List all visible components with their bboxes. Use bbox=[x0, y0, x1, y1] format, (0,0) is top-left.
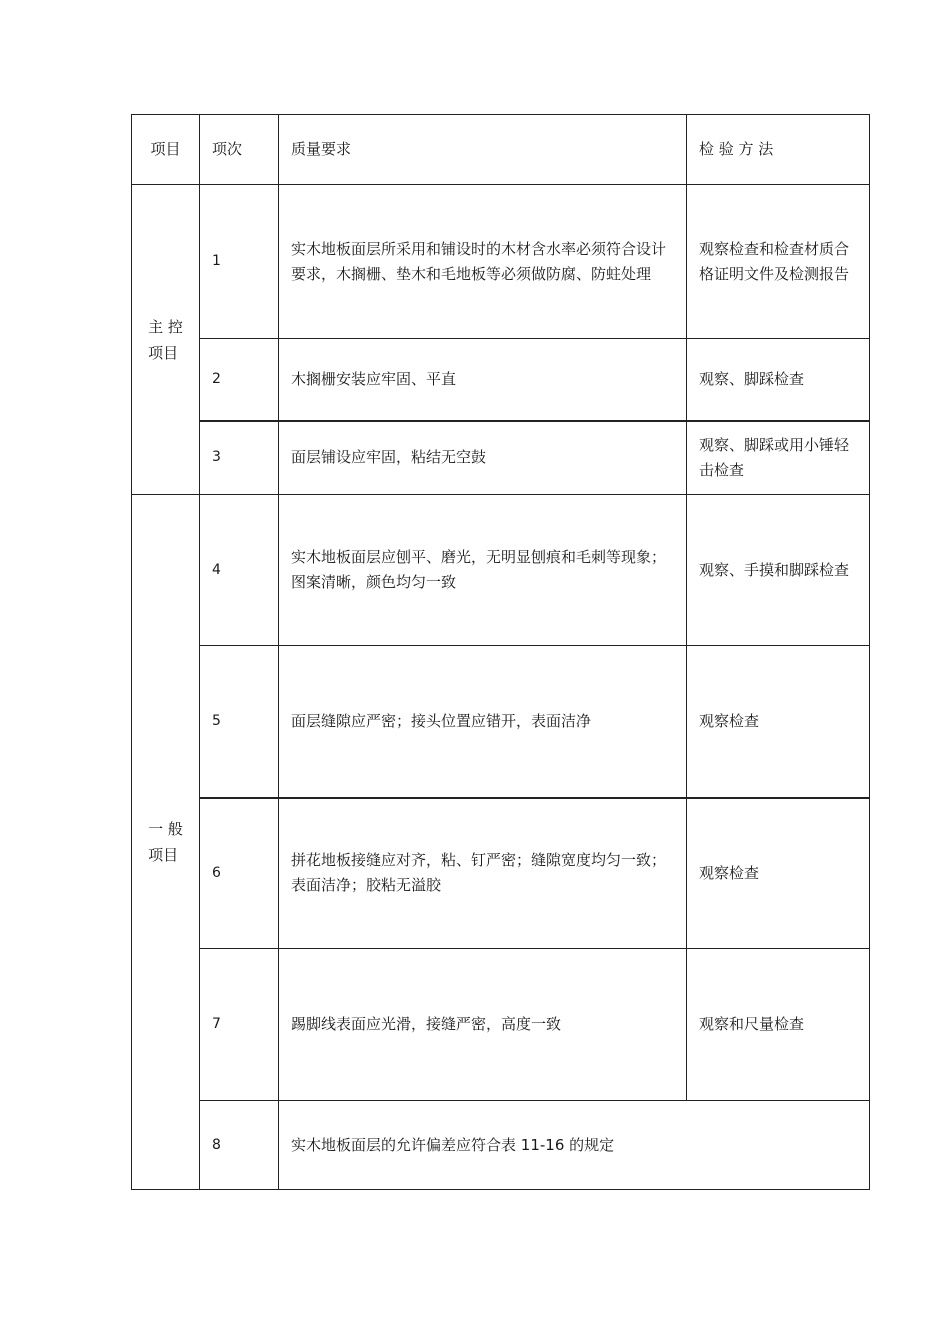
row-method: 观察检查和检查材质合格证明文件及检测报告 bbox=[687, 185, 870, 339]
table-row bbox=[132, 495, 870, 646]
header-requirement: 质量要求 bbox=[279, 115, 687, 185]
header-method: 检 验 方 法 bbox=[687, 115, 870, 185]
group-general bbox=[132, 495, 200, 1190]
table-row bbox=[132, 949, 870, 1101]
row-requirement: 实木地板面层应刨平、磨光，无明显刨痕和毛刺等现象；图案清晰，颜色均匀一致 bbox=[279, 495, 687, 646]
table-row bbox=[132, 1101, 870, 1190]
group-general-label: 一 般 项目 bbox=[148, 820, 183, 864]
row-requirement: 木搁栅安装应牢固、平直 bbox=[279, 339, 687, 421]
table-header-row bbox=[132, 115, 870, 185]
row-number: 7 bbox=[200, 949, 279, 1101]
row-number: 6 bbox=[200, 798, 279, 949]
group-main-control bbox=[132, 185, 200, 495]
row-requirement: 面层缝隙应严密；接头位置应错开，表面洁净 bbox=[279, 646, 687, 798]
row-requirement: 面层铺设应牢固，粘结无空鼓 bbox=[279, 421, 687, 495]
table-row bbox=[132, 339, 870, 421]
group-main-control-label: 主 控 项目 bbox=[148, 317, 183, 362]
row-requirement: 拼花地板接缝应对齐，粘、钉严密；缝隙宽度均匀一致；表面洁净；胶粘无溢胶 bbox=[279, 798, 687, 949]
row-requirement: 踢脚线表面应光滑，接缝严密，高度一致 bbox=[279, 949, 687, 1101]
header-category: 项目 bbox=[132, 115, 200, 185]
table-row bbox=[132, 798, 870, 949]
row-number: 4 bbox=[200, 495, 279, 646]
row-method: 观察、脚踩检查 bbox=[687, 339, 870, 421]
header-index: 项次 bbox=[200, 115, 279, 185]
row-number: 1 bbox=[200, 185, 279, 339]
row-number: 2 bbox=[200, 339, 279, 421]
row-requirement: 实木地板面层的允许偏差应符合表 11-16 的规定 bbox=[279, 1101, 870, 1190]
row-method: 观察检查 bbox=[687, 646, 870, 798]
row-number: 8 bbox=[200, 1101, 279, 1190]
row-requirement: 实木地板面层所采用和铺设时的木材含水率必须符合设计要求，木搁栅、垫木和毛地板等必须做防腐、防蛀处理 bbox=[279, 185, 687, 339]
row-method: 观察、脚踩或用小锤轻击检查 bbox=[687, 421, 870, 495]
row-method: 观察和尺量检查 bbox=[687, 949, 870, 1101]
row-number: 5 bbox=[200, 646, 279, 798]
quality-inspection-table bbox=[131, 114, 870, 1190]
row-method: 观察、手摸和脚踩检查 bbox=[687, 495, 870, 646]
table-row bbox=[132, 421, 870, 495]
row-method: 观察检查 bbox=[687, 798, 870, 949]
row-number: 3 bbox=[200, 421, 279, 495]
table-row bbox=[132, 185, 870, 339]
table-row bbox=[132, 646, 870, 798]
